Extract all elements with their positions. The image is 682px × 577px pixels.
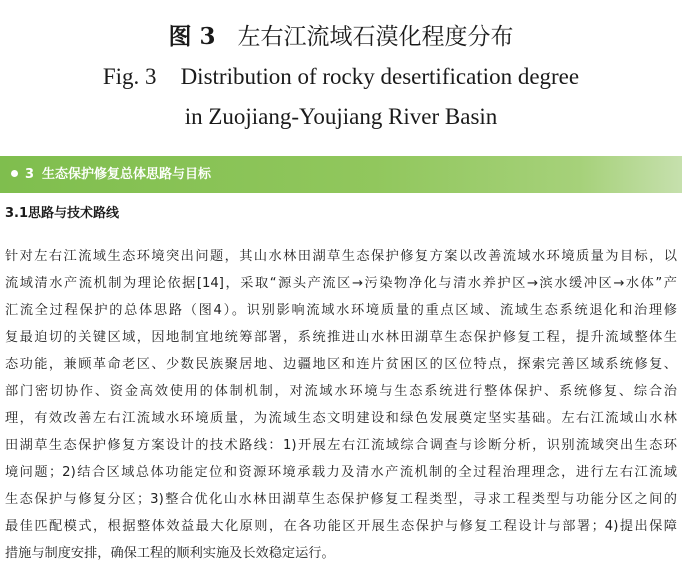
- paragraph-line: 态功能，兼顾革命老区、少数民族聚居地、边疆地区和连片贫困区的区位特点，探索完善区域系统修复、: [5, 357, 677, 372]
- paragraph-line: 措施与制度安排，确保工程的顺利实施及长效稳定运行。: [5, 546, 335, 561]
- paragraph-line: 田湖草生态保护修复方案设计的技术路线：1)开展左右江流域综合调查与诊断分析，识别流域突出生态环: [5, 438, 677, 453]
- figure-number-cn: 图 3: [168, 23, 216, 50]
- section-header-bar: [0, 156, 682, 193]
- paragraph-line: 最佳匹配模式，根据整体效益最大化原则，在各功能区开展生态保护与修复工程设计与部署；4)提出保障: [5, 519, 677, 534]
- figure-title-en-line1: Distribution of rocky desertification degree: [180, 64, 580, 89]
- section-title-text: 生态保护修复总体思路与目标: [42, 167, 212, 182]
- section-number: 3: [25, 167, 35, 182]
- paragraph-line: 针对左右江流域生态环境突出问题，其山水林田湖草生态保护修复方案以改善流域水环境质量为目标，以: [5, 249, 677, 264]
- section-title: [25, 156, 211, 193]
- paragraph-line: 流域清水产流机制为理论依据[14]，采取“源头产流区→污染物净化与清水养护区→滨水缓冲区→水体”产: [5, 276, 677, 291]
- figure-title-cn: 左右江流域石漠化程度分布: [237, 24, 514, 50]
- figure-caption-cn: [0, 22, 682, 52]
- paragraph-line: 生态保护与修复分区；3)整合优化山水林田湖草生态保护修复工程类型，寻求工程类型与功能分区之间的: [5, 492, 677, 507]
- subsection-title: 3.1思路与技术路线: [5, 206, 120, 221]
- paragraph-line: 复最迫切的关键区域，因地制宜地统筹部署，系统推进山水林田湖草生态保护修复工程，提升流域整体生: [5, 330, 677, 345]
- figure-title-en-line2: in Zuojiang-Youjiang River Basin: [184, 104, 498, 129]
- section-bullet-icon: [11, 170, 18, 177]
- figure-number-en: Fig. 3: [102, 64, 157, 89]
- paragraph-line: 汇流全过程保护的总体思路（图4）。识别影响流域水环境质量的重点区域、流域生态系统退化和治理修: [5, 303, 677, 318]
- paragraph-line: 部门密切协作、资金高效使用的体制机制，对流域水环境与生态系统进行整体保护、系统修复、综合治: [5, 384, 677, 399]
- paragraph-line: 境问题；2)结合区域总体功能定位和资源环境承载力及清水产流机制的全过程治理理念，进行左右江流域: [5, 465, 677, 480]
- figure-caption-en-line2: [0, 102, 682, 132]
- figure-caption-en-line1: [0, 62, 682, 92]
- paragraph-line: 理，有效改善左右江流域水环境质量，为流域生态文明建设和绿色发展奠定坚实基础。左右江流域山水林: [5, 411, 677, 426]
